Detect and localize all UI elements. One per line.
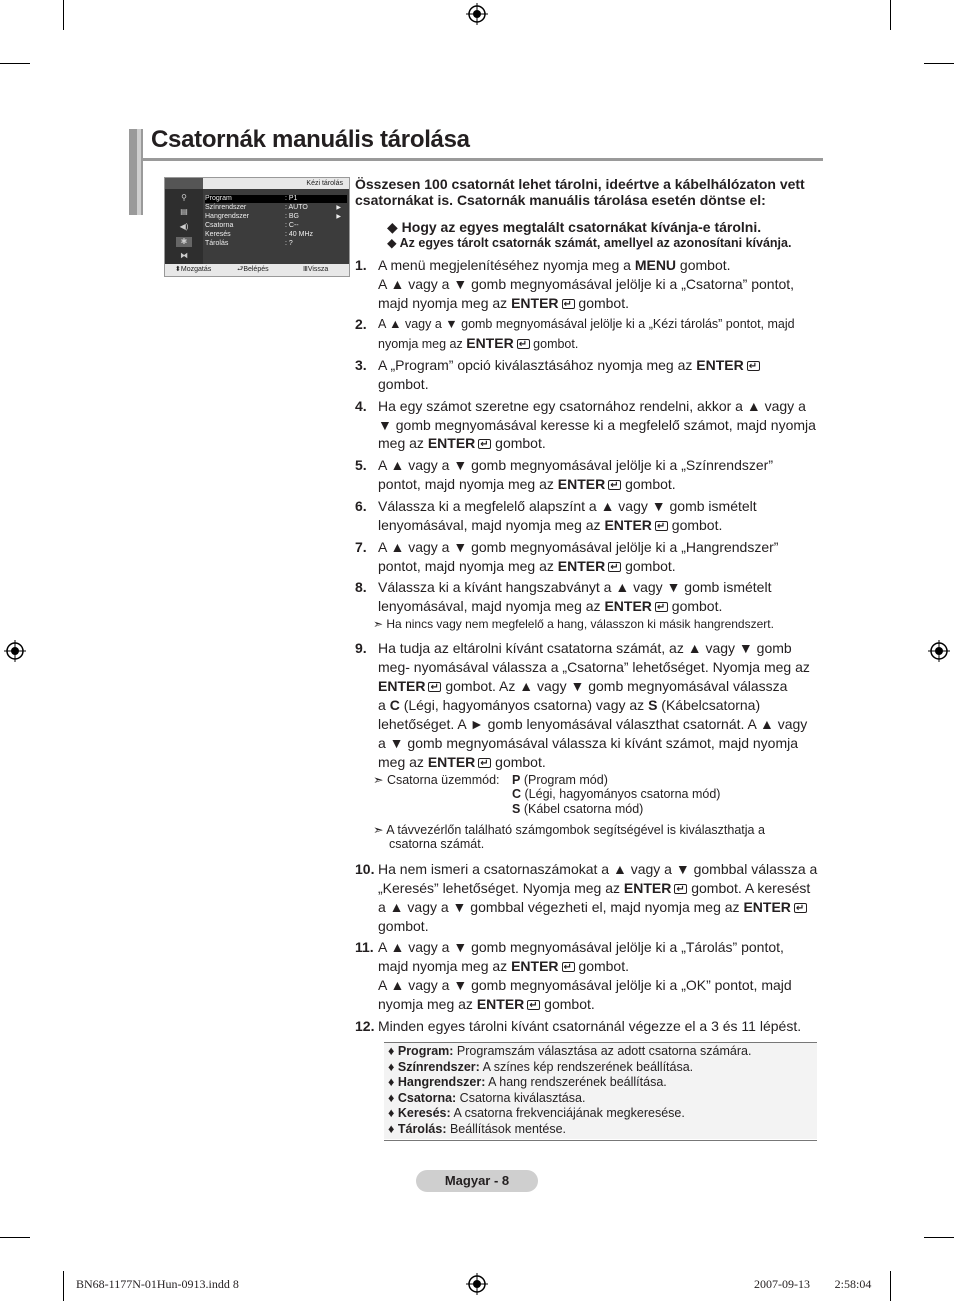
step-text: majd nyomja meg az ENTER↵ gombot. [378, 957, 629, 976]
crop-mark [924, 63, 954, 64]
title-rule [143, 158, 823, 161]
step-note: csatorna számát. [389, 837, 485, 851]
step-number: 10. [355, 861, 375, 877]
step-number: 8. [355, 579, 367, 595]
channel-icon: ✱ [176, 237, 192, 247]
step-text: nyomja meg az ENTER↵ gombot. [378, 334, 578, 354]
registration-mark-icon [928, 640, 950, 662]
tv-menu-sidebar [165, 189, 203, 264]
move-hint: ⬍ Mozgatás [175, 266, 212, 273]
tv-menu-row: Színrendszer : AUTO ▶ [205, 204, 341, 211]
step-text: a ▼ gomb megnyomásával válassza ki kívánt számot, majd nyomja [378, 735, 799, 751]
title-accent-bar [137, 129, 141, 215]
step-number: 2. [355, 316, 367, 332]
tv-menu-row: Keresés : 40 MHz [205, 231, 314, 238]
step-text: lehetőséget. A ► gomb lenyomásával választhat csatornát. A ▲ vagy [378, 716, 808, 732]
step-text: A ▲ vagy a ▼ gomb megnyomásával jelölje ki a „Kézi tárolás” pontot, majd [378, 317, 795, 331]
tv-menu-row: Hangrendszer : BG ▶ [205, 213, 341, 220]
back-hint: Ⅲ Vissza [303, 266, 329, 273]
step-number: 6. [355, 498, 367, 514]
step-text: pontot, majd nyomja meg az ENTER↵ gombot. [378, 475, 676, 494]
registration-mark-icon [4, 640, 26, 662]
step-text: A ▲ vagy a ▼ gomb megnyomásával jelölje ki a „Csatorna” pontot, [378, 276, 795, 292]
step-text: nyomja meg az ENTER↵ gombot. [378, 995, 595, 1014]
intro-line: Összesen 100 csatornát lehet tárolni, ideértve a kábelhálózaton vett [355, 176, 805, 192]
crop-mark [0, 63, 30, 64]
enter-icon [747, 361, 760, 371]
footer-date: 2007-09-13 ￿￿ 2:58:04 [754, 1277, 872, 1291]
channel-mode-label: ➣ Csatorna üzemmód: [373, 773, 500, 787]
enter-icon [608, 480, 621, 490]
step-number: 11. [355, 939, 374, 955]
tv-menu-screenshot [164, 177, 350, 277]
enter-icon [794, 903, 807, 913]
step-text: meg- nyomásával válassza a „Csatorna” lehetőséget. Nyomja meg az [378, 659, 810, 675]
step-text: Ha egy számot szeretne egy csatornához rendelni, akkor a ▲ vagy a [378, 398, 806, 414]
intro-bullet: ◆ Az egyes tárolt csatornák számát, amellyel az azonosítani kívánja. [387, 236, 792, 250]
registration-mark-icon [466, 3, 488, 25]
intro-line: csatornákat is. Csatornák manuális tárolása esetén döntse el: [355, 192, 766, 208]
enter-icon [674, 884, 687, 894]
step-text: A ▲ vagy a ▼ gomb megnyomásával jelölje ki a „OK” pontot, majd [378, 977, 792, 993]
tv-menu-header: Kézi tárolás [203, 178, 349, 189]
enter-icon [517, 339, 530, 349]
step-text: gombot. [378, 376, 429, 392]
glossary-item: ♦ Csatorna: Csatorna kiválasztása. [388, 1091, 586, 1105]
crop-mark [0, 1237, 30, 1238]
channel-mode-item: S (Kábel csatorna mód) [512, 802, 644, 816]
glossary-item: ♦ Tárolás: Beállítások mentése. [388, 1122, 566, 1136]
step-note: ➣ A távvezérlőn található számgombok segítségével is kiválaszthatja a [373, 823, 765, 837]
step-text: pontot, majd nyomja meg az ENTER↵ gombot. [378, 557, 676, 576]
step-text: lenyomásával, majd nyomja meg az ENTER↵ gombot. [378, 516, 722, 535]
enter-icon [562, 299, 575, 309]
glossary-item: ♦ Keresés: A csatorna frekvenciájának megkeresése. [388, 1106, 685, 1120]
step-text: meg az ENTER↵ gombot. [378, 434, 546, 453]
step-text: A ▲ vagy a ▼ gomb megnyomásával jelölje ki a „Színrendszer” [378, 457, 773, 473]
crop-mark [924, 1237, 954, 1238]
step-text: ENTER↵ gombot. Az ▲ vagy ▼ gomb megnyomásával válassza [378, 677, 787, 696]
step-number: 9. [355, 640, 367, 656]
registration-mark-icon [466, 1273, 488, 1295]
step-number: 12. [355, 1018, 375, 1034]
crop-mark [890, 1271, 891, 1301]
picture-icon: ▤ [180, 207, 188, 216]
tv-menu-row: Csatorna : C-- [205, 222, 299, 229]
step-text: A ▲ vagy a ▼ gomb megnyomásával jelölje ki a „Tárolás” pontot, [378, 939, 784, 955]
glossary-item: ♦ Hangrendszer: A hang rendszerének beállítása. [388, 1075, 667, 1089]
step-text: Válassza ki a kívánt hangszabványt a ▲ vagy ▼ gomb ismételt [378, 579, 772, 595]
step-text: A ▲ vagy a ▼ gomb megnyomásával jelölje ki a „Hangrendszer” [378, 539, 779, 555]
enter-icon [478, 758, 491, 768]
enter-icon [562, 962, 575, 972]
channel-mode-item: C (Légi, hagyományos csatorna mód) [512, 787, 721, 801]
step-number: 4. [355, 398, 367, 414]
step-text: A menü megjelenítéséhez nyomja meg a MENU gombot. [378, 257, 731, 273]
tv-menu-footer [165, 264, 349, 276]
step-text: ▼ gomb megnyomásával keresse ki a megfelelő számot, majd nyomja [378, 417, 816, 433]
setup-icon: ⧓ [180, 251, 188, 260]
step-text: Válassza ki a megfelelő alapszínt a ▲ vagy ▼ gomb ismételt [378, 498, 757, 514]
enter-icon [478, 439, 491, 449]
step-text: Minden egyes tárolni kívánt csatornánál végezze el a 3 és 11 lépést. [378, 1018, 802, 1034]
glossary-item: ♦ Színrendszer: A színes kép rendszerének beállítása. [388, 1060, 694, 1074]
tv-menu-body [203, 189, 349, 264]
step-text: gombot. [378, 918, 429, 934]
step-number: 3. [355, 357, 367, 373]
step-number: 1. [355, 257, 367, 273]
step-text: A „Program” opció kiválasztásához nyomja meg az ENTER↵ [378, 356, 760, 375]
step-text: Ha tudja az eltárolni kívánt csatatorna számát, az ▲ vagy ▼ gomb [378, 640, 792, 656]
step-note: ➣ Ha nincs vagy nem megfelelő a hang, válasszon ki másik hangrendszert. [373, 617, 774, 631]
tv-menu-row: Tárolás : ? [205, 240, 293, 247]
step-text: meg az ENTER↵ gombot. [378, 753, 546, 772]
crop-mark [890, 0, 891, 30]
step-text: majd nyomja meg az ENTER↵ gombot. [378, 294, 629, 313]
enter-icon [428, 682, 441, 692]
enter-icon [608, 562, 621, 572]
crop-mark [63, 1271, 64, 1301]
enter-icon [655, 602, 668, 612]
enter-icon [655, 521, 668, 531]
antenna-icon: ⚲ [181, 193, 187, 202]
step-text: Ha nem ismeri a csatornaszámokat a ▲ vagy a ▼ gombbal válassza a [378, 861, 818, 877]
step-text: a C (Légi, hagyományos csatorna) vagy az S (Kábelcsatorna) [378, 697, 761, 713]
step-text: a ▲ vagy a ▼ gombbal végezheti el, majd nyomja meg az ENTER↵ [378, 898, 807, 917]
intro-bullet: ◆ Hogy az egyes megtalált csatornákat kívánja-e tárolni. [387, 219, 762, 235]
tv-menu-row: Program : P1 [205, 195, 347, 203]
enter-hint: ⮐ Belépés [237, 266, 269, 273]
step-text: lenyomásával, majd nyomja meg az ENTER↵ gombot. [378, 597, 722, 616]
footer-file-name: BN68-1177N-01Hun-0913.indd 8 [76, 1277, 239, 1291]
enter-icon [527, 1000, 540, 1010]
step-number: 7. [355, 539, 367, 555]
page-title: Csatornák manuális tárolása [151, 126, 470, 153]
crop-mark [63, 0, 64, 30]
page-number-label: Magyar - 8 [416, 1170, 538, 1192]
glossary-item: ♦ Program: Programszám választása az adott csatorna számára. [388, 1044, 752, 1058]
channel-mode-item: P (Program mód) [512, 773, 608, 787]
step-number: 5. [355, 457, 367, 473]
step-text: „Keresés” lehetőséget. Nyomja meg az ENTER↵ gombot. A keresést [378, 879, 810, 898]
sound-icon: ◀) [179, 222, 189, 231]
